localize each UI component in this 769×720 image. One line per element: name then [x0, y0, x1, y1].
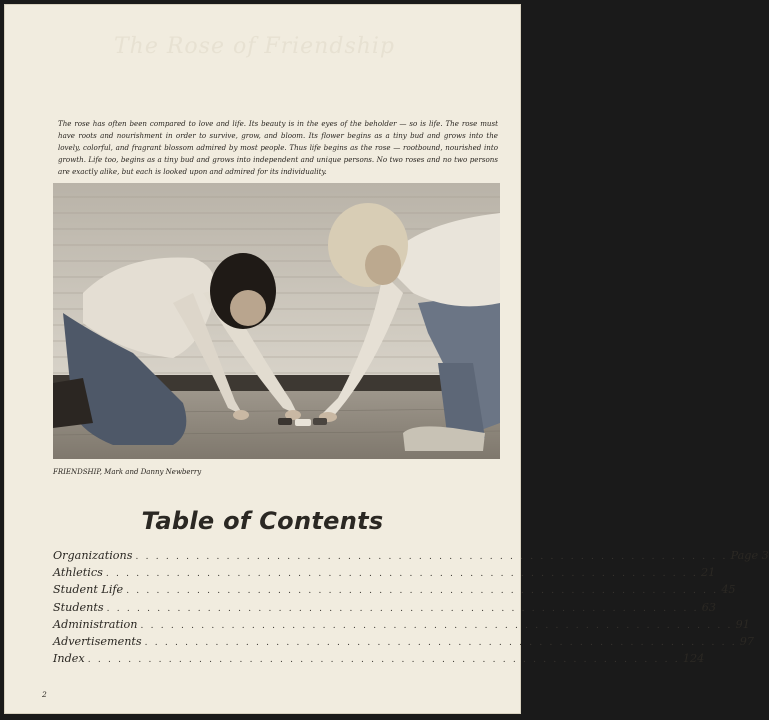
- toc-entry-page: 45: [721, 583, 736, 597]
- toc-entry-label: Students: [53, 600, 104, 614]
- toc-entry-athletics[interactable]: [53, 566, 716, 583]
- toc-title: Table of Contents: [141, 507, 384, 535]
- dot-leader: . . . . . . . . . . . . . . . . . . . . . . . . . . . . . . . . . . . . . . . . . . . . . . . . . . . . . . . . . . .: [126, 586, 719, 597]
- toc-entry-student-life[interactable]: [53, 583, 736, 600]
- toc-entry-index[interactable]: [53, 652, 705, 669]
- toc-entry-label: Athletics: [53, 566, 103, 580]
- friendship-photo: [53, 183, 500, 459]
- dot-leader: . . . . . . . . . . . . . . . . . . . . . . . . . . . . . . . . . . . . . . . . . . . . . . . . . . . . . . . . . . .: [135, 552, 728, 562]
- dot-leader: . . . . . . . . . . . . . . . . . . . . . . . . . . . . . . . . . . . . . . . . . . . . . . . . . . . . . . . . . . .: [87, 655, 680, 666]
- dot-leader: . . . . . . . . . . . . . . . . . . . . . . . . . . . . . . . . . . . . . . . . . . . . . . . . . . . . . . . . . . .: [144, 637, 737, 648]
- bleed-through-title-watermark: The Rose of Friendship: [114, 34, 396, 59]
- toc-entry-administration[interactable]: [53, 617, 750, 635]
- page-number: 2: [42, 690, 47, 699]
- dot-leader: . . . . . . . . . . . . . . . . . . . . . . . . . . . . . . . . . . . . . . . . . . . . . . . . . . . . . . . . . . .: [105, 569, 698, 580]
- toc-entry-page: Page 3: [730, 549, 769, 562]
- toc-entry-page: 97: [739, 634, 755, 648]
- toc-entry-label: Organizations: [53, 549, 133, 562]
- toc-entry-students[interactable]: [53, 600, 716, 618]
- toc-entry-page: 21: [701, 566, 716, 580]
- table-of-contents: [53, 549, 769, 669]
- photo-caption: FRIENDSHIP, Mark and Danny Newberry: [53, 468, 202, 476]
- intro-paragraph: The rose has often been compared to love and life. Its beauty is in the eyes of the beholder — so is life. The rose must have roots and nourishment in order to survive, grow, and bloom. Its flower begins as a tiny bud and grows into the lovely, colorful, and fragrant blossom admired by most people. Thus life begins as the rose — rootbound, nourished into growth. Life too, begins as a tiny bud and grows into independent and unique persons. No two roses and no two persons are exactly alike, but each is looked upon and admired for its individuality.: [58, 119, 498, 176]
- toc-entry-advertisements[interactable]: [53, 634, 755, 652]
- yearbook-page: [4, 4, 769, 714]
- toc-entry-label: Student Life: [53, 583, 124, 597]
- toc-entry-page: 124: [682, 652, 705, 666]
- photo-illustration: [53, 183, 500, 459]
- toc-entry-label: Administration: [53, 617, 138, 631]
- toc-entry-organizations[interactable]: [53, 549, 769, 566]
- dot-leader: . . . . . . . . . . . . . . . . . . . . . . . . . . . . . . . . . . . . . . . . . . . . . . . . . . . . . . . . . . .: [140, 620, 733, 631]
- toy-cars: [278, 418, 327, 426]
- toc-entry-label: Advertisements: [53, 634, 142, 648]
- toc-entry-label: Index: [53, 652, 85, 666]
- toc-entry-page: 63: [701, 600, 716, 614]
- toc-entry-page: 91: [735, 617, 750, 631]
- dot-leader: . . . . . . . . . . . . . . . . . . . . . . . . . . . . . . . . . . . . . . . . . . . . . . . . . . . . . . . . . . .: [106, 603, 699, 614]
